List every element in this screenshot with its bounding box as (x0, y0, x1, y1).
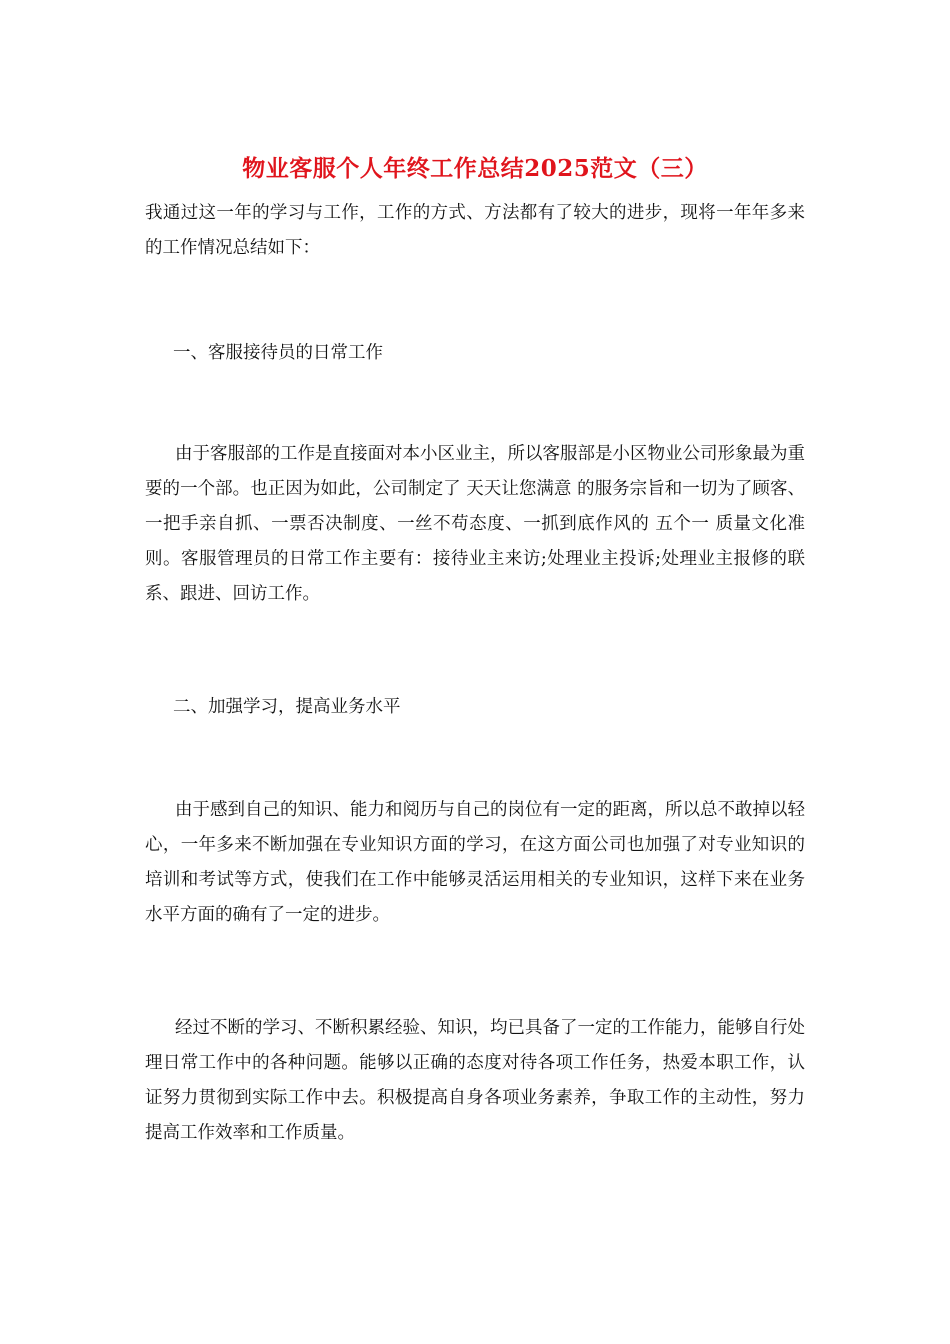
document-title: 物业客服个人年终工作总结2025范文（三） (242, 155, 708, 182)
section-2-paragraph-2: 经过不断的学习、不断积累经验、知识，均已具备了一定的工作能力，能够自行处理日常工作中的各种问题。能够以正确的态度对待各项工作任务，热爱本职工作，认证努力贯彻到实际工作中去。积极提高自身各项业务素养，争取工作的主动性，努力提高工作效率和工作质量。 (145, 1018, 805, 1143)
section-2-heading: 二、加强学习，提高业务水平 (173, 697, 401, 717)
section-1-paragraph: 由于客服部的工作是直接面对本小区业主，所以客服部是小区物业公司形象最为重要的一个部。也正因为如此，公司制定了 天天让您满意 的服务宗旨和一切为了顾客、一把手亲自抓、一票否决制度、一丝不苟态度、一抓到底作风的 五个一 质量文化准则。客服管理员的日常工作主要有：接待业主来访;处理业主投诉;处理业主报修的联系、跟进、回访工作。 (145, 444, 805, 604)
intro-paragraph: 我通过这一年的学习与工作，工作的方式、方法都有了较大的进步，现将一年年多来的工作情况总结如下： (145, 203, 805, 258)
section-2-paragraph-1: 由于感到自己的知识、能力和阅历与自己的岗位有一定的距离，所以总不敢掉以轻心，一年多来不断加强在专业知识方面的学习，在这方面公司也加强了对专业知识的培训和考试等方式，使我们在工作中能够灵活运用相关的专业知识，这样下来在业务水平方面的确有了一定的进步。 (145, 800, 805, 925)
section-1-heading: 一、客服接待员的日常工作 (173, 343, 383, 363)
